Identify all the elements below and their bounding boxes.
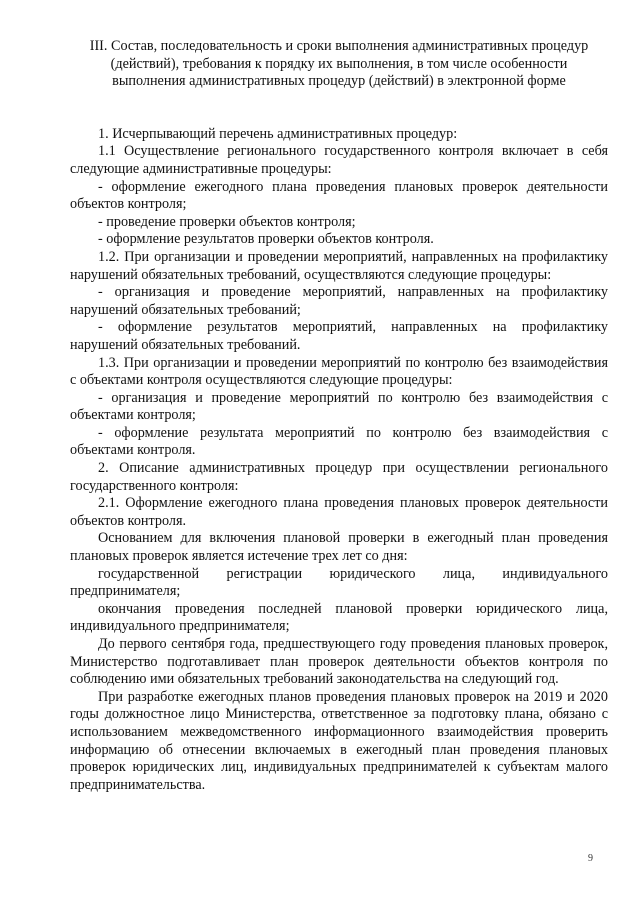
paragraph: 2.1. Оформление ежегодного плана проведения плановых проверок деятельности объектов контроля. — [70, 495, 608, 529]
list-item: - оформление результатов мероприятий, направленных на профилактику нарушений обязательных требований. — [70, 319, 608, 353]
list-item: - организация и проведение мероприятий по контролю без взаимодействия с объектами контроля; — [70, 389, 608, 424]
paragraph: 2. Описание административных процедур при осуществлении регионального государственного контроля: — [70, 460, 608, 494]
paragraph: 1.2. При организации и проведении мероприятий, направленных на профилактику нарушений обязательных требований, осуществляются следующие процедуры: — [70, 248, 608, 283]
list-item: - оформление ежегодного плана проведения плановых проверок деятельности объектов контроля; — [70, 178, 608, 213]
paragraph: 1.3. При организации и проведении мероприятий по контролю без взаимодействия с объектами контроля осуществляются следующие процедуры: — [70, 354, 608, 389]
list-item: - организация и проведение мероприятий, направленных на профилактику нарушений обязательных требований; — [70, 284, 608, 318]
paragraph: 1.1 Осуществление регионального государственного контроля включает в себя следующие административные процедуры: — [70, 143, 608, 177]
list-item: - проведение проверки объектов контроля; — [98, 213, 356, 230]
list-item: - оформление результатов проверки объектов контроля. — [98, 231, 434, 248]
paragraph: окончания проведения последней плановой проверки юридического лица, индивидуального предпринимателя; — [70, 600, 608, 635]
paragraph: Основанием для включения плановой проверки в ежегодный план проведения плановых проверок является истечение трех лет со дня: — [70, 530, 608, 565]
paragraph: государственной регистрации юридического лица, индивидуального предпринимателя; — [70, 565, 608, 600]
paragraph: До первого сентября года, предшествующего году проведения плановых проверок, Министерство подготавливает план проверок деятельности объектов контроля по соблюдению ими обязательных требований законодательства на следующий год. — [70, 636, 608, 688]
document-page — [70, 38, 608, 794]
section-heading: III. Состав, последовательность и сроки выполнения административных процедур (действий), требования к порядку их выполнения, в том числе особенности выполнения административных процедур (действий) в электронной форме — [89, 38, 589, 90]
paragraph: 1. Исчерпывающий перечень административных процедур: — [98, 125, 458, 142]
list-item: - оформление результата мероприятий по контролю без взаимодействия с объектами контроля. — [70, 424, 608, 459]
paragraph: При разработке ежегодных планов проведения плановых проверок на 2019 и 2020 годы должностное лицо Министерства, ответственное за подготовку плана, обязано с использованием межведомственного информационного взаимодействия проверить информацию об отнесении включаемых в ежегодный план проведения плановых проверок юридических лиц, индивидуальных предпринимателей к субъектам малого предпринимательства. — [70, 688, 608, 793]
page-number: 9 — [588, 853, 593, 864]
